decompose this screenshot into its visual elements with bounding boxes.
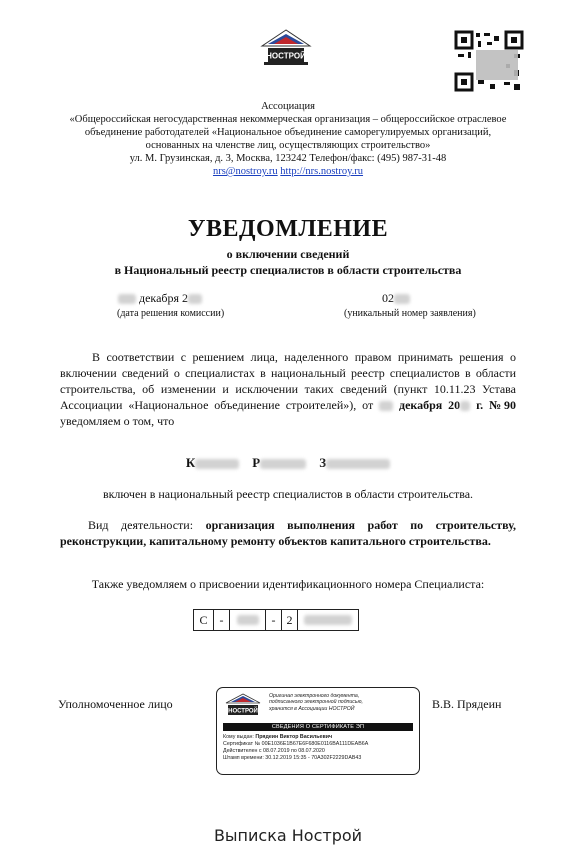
id-cell: - [214, 610, 230, 630]
stamp-certificate: Сертификат № 00E1036E1B67E6F680E0116BA111DEAB6A [223, 741, 369, 747]
subtitle-line: в Национальный реестр специалистов в области строительства [114, 263, 462, 277]
qr-code [454, 30, 524, 92]
authorized-person-label: Уполномоченное лицо [58, 697, 173, 711]
name-initial: Р [252, 455, 261, 470]
decision-date-text: декабря 2 [139, 291, 189, 305]
name-initial: З [319, 455, 327, 470]
stamp-logo [223, 693, 263, 719]
stamp-timestamp: Штамп времени: 30.12.2019 15:35 - 70A302F2229DAB43 [223, 755, 362, 761]
header-line: Ассоциация [261, 101, 315, 112]
redacted-block [326, 459, 390, 469]
decision-number-bold: г. №90 [476, 398, 517, 412]
application-number-text: 02 [382, 291, 394, 305]
body-paragraph: В соответствии с решением лица, наделенного правом принимать решения о включении сведений о специалистах в национальный реестр специалистов в области строительства, об изменении и исключении таких сведений (пункт 10.11.23 Устава Ассоциации «Национальное объединение строителей»), от [60, 350, 516, 412]
redacted-block [260, 459, 306, 469]
logo-text: НОСТРОЙ [266, 51, 306, 61]
nostroy-logo [258, 28, 314, 74]
id-cell: С [194, 610, 214, 630]
included-statement: включен в национальный реестр специалистов в области строительства. [102, 487, 474, 501]
signer-name: В.В. Прядеин [432, 697, 502, 711]
header-line: «Общероссийская негосударственная некоммерческая организация – общероссийское отраслевое [69, 114, 507, 125]
stamp-issued-label: Кому выдан: [223, 734, 254, 740]
redacted-block [379, 401, 393, 411]
stamp-details [223, 734, 413, 762]
notice-body [60, 349, 516, 429]
specialist-id-number [193, 609, 359, 631]
organization-header [40, 100, 536, 178]
document-subtitle [0, 246, 576, 278]
id-cell-redacted [230, 610, 266, 630]
application-number-field [382, 291, 410, 306]
activity-label: Вид деятельности: [88, 518, 194, 532]
email-link[interactable]: nrs@nostroy.ru [212, 166, 278, 177]
stamp-issued-value: Прядеин Виктор Васильевич [255, 734, 333, 740]
redacted-block [118, 294, 136, 304]
body-tail: уведомляем о том, что [60, 414, 175, 428]
name-initial: К [185, 455, 196, 470]
activity-value: организация выполнения работ по строительству, реконструкции, капитальному ремонту объектов капитального строительства. [60, 518, 517, 548]
stamp-description: Оригинал электронного документа, подписанного электронной подписью, хранится в Ассоциации НОСТРОЙ [269, 693, 363, 712]
application-number-caption: (уникальный номер заявления) [344, 308, 476, 319]
activity-type [60, 517, 516, 549]
decision-date-field [118, 291, 202, 306]
decision-date-caption: (дата решения комиссии) [117, 308, 225, 319]
redacted-block [195, 459, 239, 469]
footer-caption: Выписка Нострой [213, 826, 363, 845]
redacted-block [460, 401, 470, 411]
header-line: основанных на членстве лиц, осуществляющих строительство» [145, 140, 431, 151]
id-assignment-note: Также уведомляем о присвоении идентификационного номера Специалиста: [91, 577, 485, 591]
website-link[interactable]: http://nrs.nostroy.ru [280, 166, 364, 177]
stamp-validity: Действителен с 08.07.2019 по 08.07.2020 [223, 748, 325, 754]
id-cell-redacted [298, 610, 358, 630]
stamp-header-bar: СВЕДЕНИЯ О СЕРТИФИКАТЕ ЭП [223, 723, 413, 731]
id-cell: 2 [282, 610, 298, 630]
document-title: УВЕДОМЛЕНИЕ [187, 216, 389, 242]
e-signature-stamp [216, 687, 420, 775]
redacted-block [394, 294, 410, 304]
specialist-name [0, 455, 576, 471]
stamp-logo-text: НОСТРОЙ [228, 708, 258, 715]
decision-date-bold: декабря 20 [399, 398, 461, 412]
address-line: ул. М. Грузинская, д. 3, Москва, 123242 Телефон/факс: (495) 987-31-48 [129, 153, 447, 164]
subtitle-line: о включении сведений [226, 247, 350, 261]
id-cell: - [266, 610, 282, 630]
redacted-block [188, 294, 202, 304]
header-line: объединение работодателей «Национальное объединение саморегулируемых организаций, [84, 127, 492, 138]
